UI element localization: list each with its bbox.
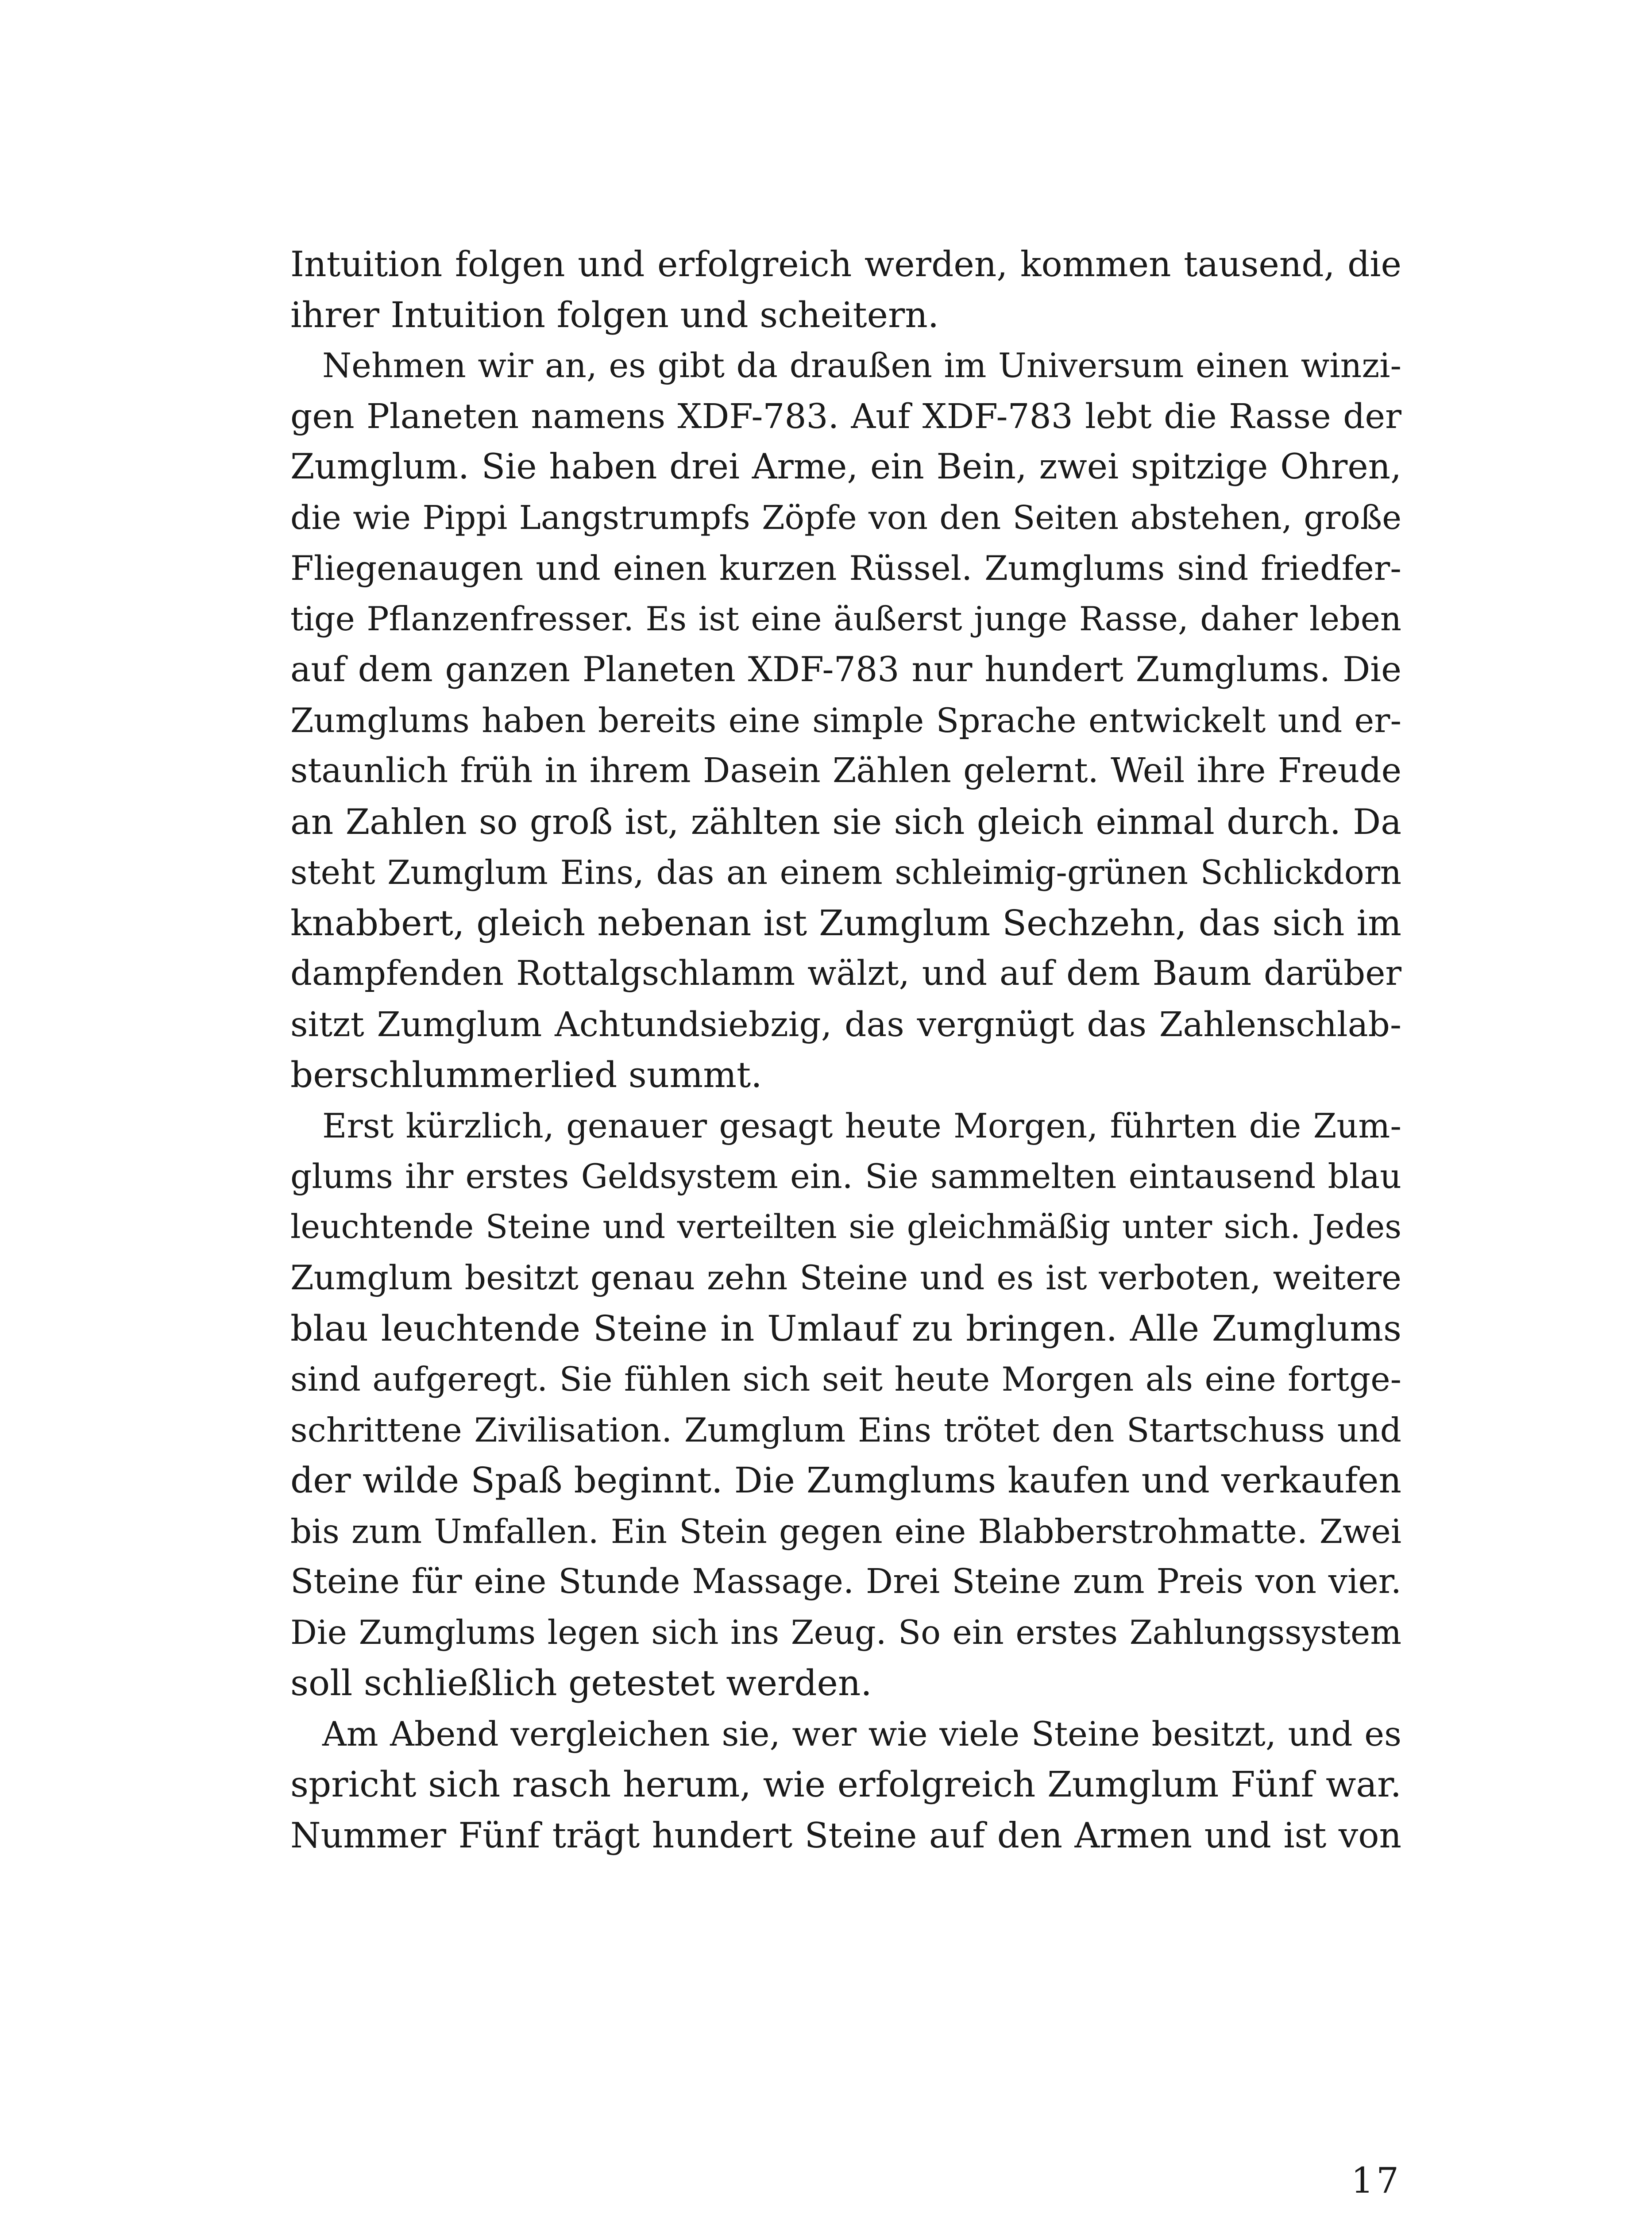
- text-line: Erst kürzlich, genauer gesagt heute Morgen, führten die Zum-: [322, 1106, 1401, 1145]
- text-line: Intuition folgen und erfolgreich werden, kommen tausend, die: [290, 244, 1401, 285]
- text-line: Nehmen wir an, es gibt da draußen im Universum einen winzi-: [322, 346, 1401, 385]
- text-line: leuchtende Steine und verteilten sie gleichmäßig unter sich. Jedes: [290, 1208, 1401, 1246]
- text-line: der wilde Spaß beginnt. Die Zumglums kaufen und verkaufen: [290, 1460, 1401, 1501]
- text-line: staunlich früh in ihrem Dasein Zählen gelernt. Weil ihre Freude: [290, 751, 1401, 790]
- text-line: auf dem ganzen Planeten XDF-783 nur hundert Zumglums. Die: [290, 650, 1401, 690]
- text-line: soll schließlich getestet werden.: [290, 1662, 872, 1704]
- text-line: schrittene Zivilisation. Zumglum Eins trötet den Startschuss und: [290, 1410, 1401, 1450]
- text-line: sind aufgeregt. Sie fühlen sich seit heute Morgen als eine fortge-: [290, 1360, 1401, 1399]
- text-line: Zumglums haben bereits eine simple Sprache entwickelt und er-: [290, 701, 1401, 740]
- text-line: blau leuchtende Steine in Umlauf zu bringen. Alle Zumglums: [290, 1307, 1401, 1349]
- text-line: Zumglum. Sie haben drei Arme, ein Bein, zwei spitzige Ohren,: [290, 447, 1401, 487]
- text-line: ihrer Intuition folgen und scheitern.: [290, 294, 939, 335]
- text-line: Nummer Fünf trägt hundert Steine auf den Armen und ist von: [290, 1815, 1401, 1856]
- text-line: an Zahlen so groß ist, zählten sie sich gleich einmal durch. Da: [290, 801, 1401, 842]
- text-line: dampfenden Rottalgschlamm wälzt, und auf dem Baum darüber: [290, 954, 1401, 993]
- text-line: steht Zumglum Eins, das an einem schleimig-grünen Schlickdorn: [290, 853, 1401, 892]
- text-line: Steine für eine Stunde Massage. Drei Steine zum Preis von vier.: [290, 1562, 1401, 1601]
- text-line: tige Pflanzenfresser. Es ist eine äußerst junge Rasse, daher leben: [290, 599, 1401, 638]
- text-line: Die Zumglums legen sich ins Zeug. So ein erstes Zahlungssystem: [290, 1613, 1401, 1652]
- text-line: die wie Pippi Langstrumpfs Zöpfe von den Seiten abstehen, große: [290, 498, 1401, 537]
- text-line: berschlummerlied summt.: [290, 1054, 762, 1095]
- text-line: knabbert, gleich nebenan ist Zumglum Sechzehn, das sich im: [290, 902, 1401, 944]
- text-line: Am Abend vergleichen sie, wer wie viele Steine besitzt, und es: [322, 1714, 1401, 1754]
- text-line: Zumglum besitzt genau zehn Steine und es ist verboten, weitere: [290, 1258, 1401, 1297]
- body-text: [290, 239, 1401, 1861]
- text-line: glums ihr erstes Geldsystem ein. Sie sammelten eintausend blau: [290, 1157, 1401, 1196]
- page-number: 17: [1351, 2160, 1401, 2201]
- text-line: gen Planeten namens XDF-783. Auf XDF-783 lebt die Rasse der: [290, 396, 1401, 436]
- text-line: sitzt Zumglum Achtundsiebzig, das vergnügt das Zahlenschlab-: [290, 1004, 1401, 1045]
- text-line: bis zum Umfallen. Ein Stein gegen eine Blabberstrohmatte. Zwei: [290, 1511, 1401, 1551]
- text-line: spricht sich rasch herum, wie erfolgreich Zumglum Fünf war.: [290, 1764, 1401, 1805]
- text-line: Fliegenaugen und einen kurzen Rüssel. Zumglums sind friedfer-: [290, 548, 1401, 588]
